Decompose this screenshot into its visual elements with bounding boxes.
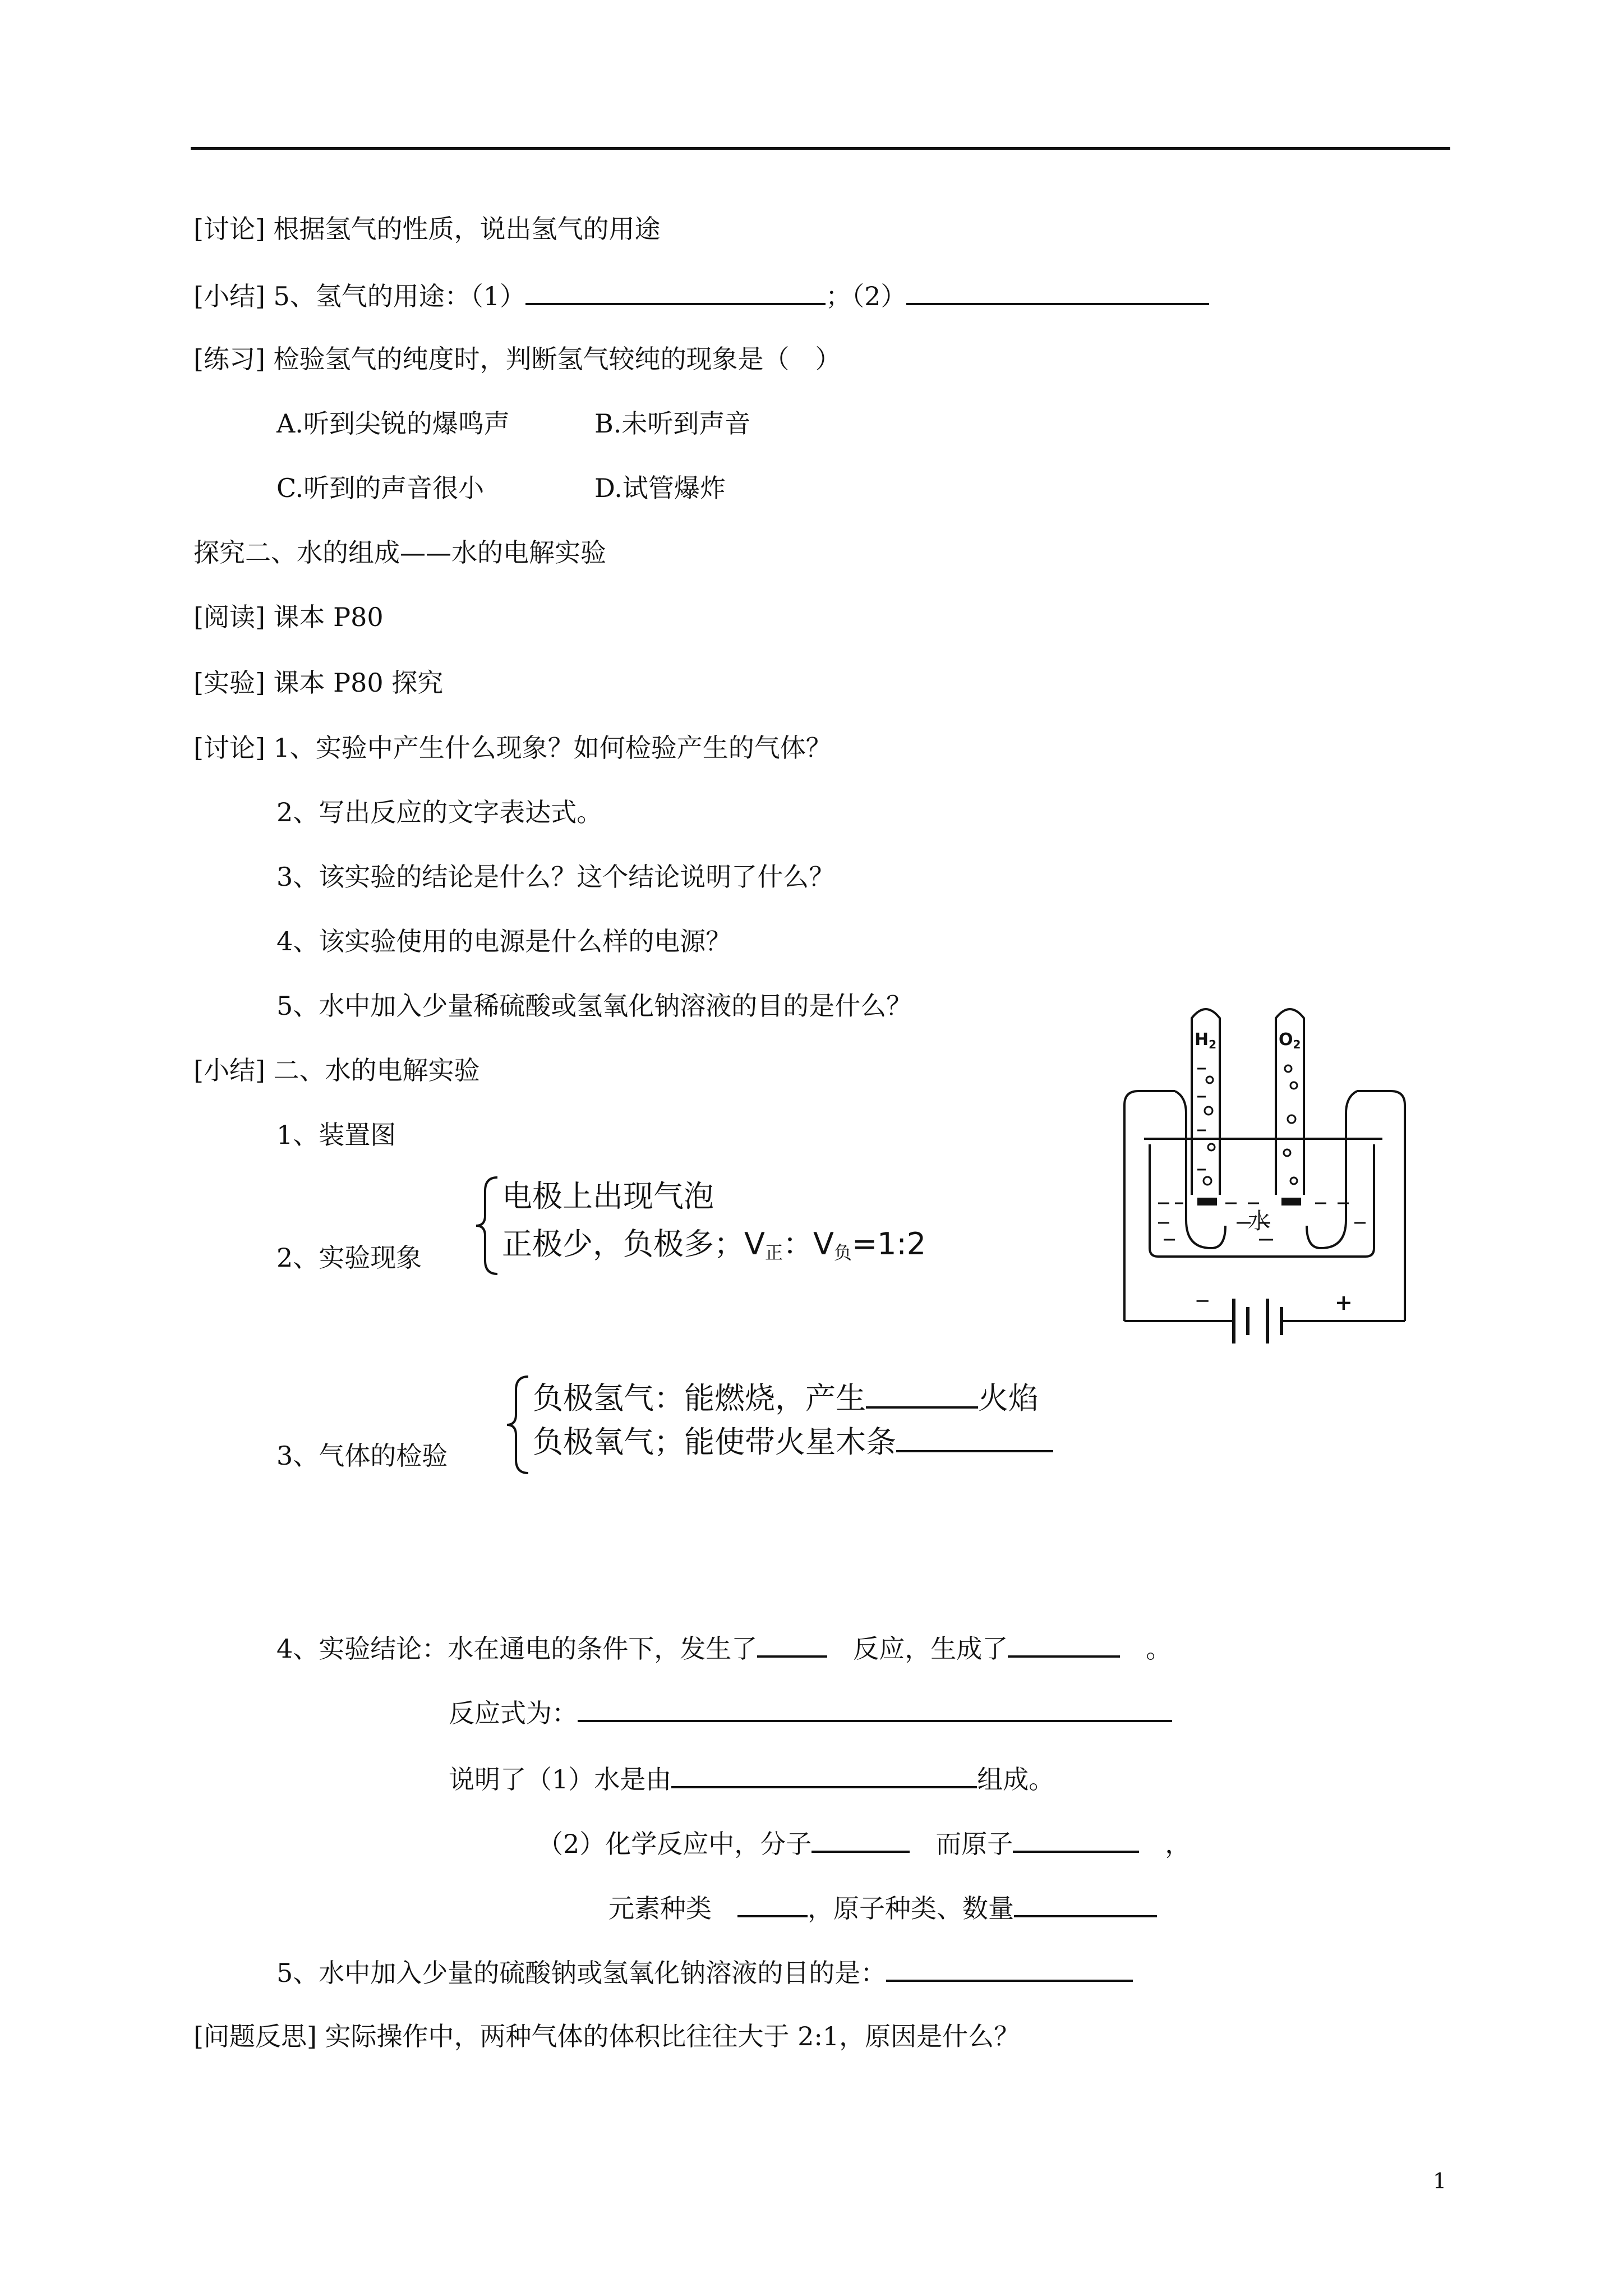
summary-hydrogen-use: [小结] 5、氢气的用途：（1） ；（2） [193,277,1209,313]
answer-blank[interactable] [737,1889,808,1917]
answer-blank[interactable] [1008,1630,1120,1658]
brace-icon [505,1374,533,1475]
equation-line: 反应式为： [449,1694,1172,1730]
experiment-line: [实验] 课本 P80 探究 [193,668,444,698]
answer-blank[interactable] [896,1421,1053,1452]
option-b: B.未听到声音 [594,408,751,439]
practice-question: [练习] 检验氢气的纯度时，判断氢气较纯的现象是（ ） [193,344,841,374]
discuss-hydrogen-use: [讨论] 根据氢气的性质，说出氢气的用途 [193,214,661,244]
conclusion-line: 4、实验结论：水在通电的条件下，发生了 反应，生成了 。 [276,1630,1172,1665]
phenomenon-label: 2、实验现象 [276,1243,422,1273]
answer-blank[interactable] [578,1694,1172,1722]
option-d: D.试管爆炸 [594,473,726,503]
answer-blank[interactable] [1014,1889,1157,1917]
electrolysis-apparatus-diagram [1113,1001,1416,1360]
reflection-line: [问题反思] 实际操作中，两种气体的体积比往往大于 2:1，原因是什么？ [193,2021,1020,2051]
brace-icon [474,1175,502,1276]
summary-electrolysis: [小结] 二、水的电解实验 [193,1055,480,1085]
discuss-question-1: [讨论] 1、实验中产生什么现象？如何检验产生的气体？ [193,733,832,763]
discuss-question-2: 2、写出反应的文字表达式。 [276,797,603,827]
purpose-line: 5、水中加入少量的硫酸钠或氢氧化钠溶液的目的是： [276,1954,1133,1990]
explain-molecules: （2）化学反应中，分子 而原子 ， [537,1825,1191,1861]
gas-test-label: 3、气体的检验 [276,1441,448,1471]
page-number: 1 [1433,2169,1447,2193]
device-label: 1、装置图 [276,1120,396,1150]
answer-blank[interactable] [1013,1825,1139,1853]
answer-blank[interactable] [906,277,1209,305]
answer-blank[interactable] [671,1760,977,1788]
answer-blank[interactable] [811,1825,910,1853]
gas-test-hydrogen: 负极氢气：能燃烧，产生 火焰 [533,1377,1039,1418]
svg-text:O2: $O_2$ [1279,1030,1301,1051]
gas-test-oxygen: 负极氧气；能使带火星木条 [533,1421,1053,1462]
explain-composition: 说明了（1）水是由 组成。 [449,1760,1054,1796]
svg-text:+: + [1335,1290,1353,1315]
explain-elements: 元素种类 ，原子种类、数量 [608,1889,1157,1925]
answer-blank[interactable] [757,1630,827,1658]
phenomenon-volume: 正极少，负极多；$V_正$：$V_负=1:2$ [502,1226,926,1263]
answer-blank[interactable] [886,1954,1133,1982]
phenomenon-bubbles: 电极上出现气泡 [502,1179,714,1214]
section-heading: 探究二、水的组成——水的电解实验 [193,537,606,568]
svg-text:−: − [1195,1290,1211,1312]
svg-text:水: 水 [1248,1208,1270,1234]
discuss-question-4: 4、该实验使用的电源是什么样的电源？ [276,926,732,956]
answer-blank[interactable] [525,277,826,305]
reading-line: [阅读] 课本 P80 [193,602,384,632]
svg-text:H2: $H_2$ [1195,1030,1217,1051]
option-c: C.听到的声音很小 [276,473,485,503]
header-rule [191,147,1450,150]
discuss-question-5: 5、水中加入少量稀硫酸或氢氧化钠溶液的目的是什么？ [276,991,912,1021]
discuss-question-3: 3、该实验的结论是什么？这个结论说明了什么？ [276,862,835,892]
option-a: A.听到尖锐的爆鸣声 [276,408,510,439]
answer-blank[interactable] [866,1377,978,1409]
